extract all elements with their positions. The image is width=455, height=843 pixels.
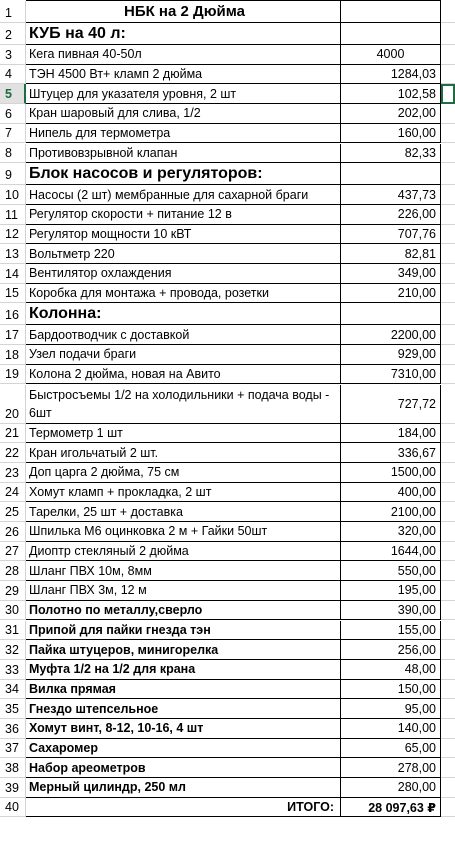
price-cell[interactable]: 929,00 [341, 345, 441, 365]
table-row[interactable] [0, 483, 455, 503]
item-cell[interactable]: Противовзрывной клапан [26, 144, 341, 164]
empty-cell[interactable] [441, 23, 455, 45]
empty-cell[interactable] [441, 719, 455, 739]
table-row[interactable] [0, 365, 455, 385]
empty-cell[interactable] [441, 522, 455, 542]
empty-cell[interactable] [441, 581, 455, 601]
row-number[interactable]: 10 [0, 185, 26, 205]
empty-cell[interactable] [441, 660, 455, 680]
row-number[interactable]: 17 [0, 325, 26, 345]
table-row[interactable] [0, 660, 455, 680]
empty-cell[interactable] [441, 144, 455, 164]
item-cell[interactable]: Мерный цилиндр, 250 мл [26, 778, 341, 798]
row-number[interactable]: 32 [0, 640, 26, 660]
table-row[interactable] [0, 45, 455, 65]
empty-cell[interactable] [441, 424, 455, 444]
price-cell[interactable]: 155,00 [341, 621, 441, 641]
empty-cell[interactable] [441, 365, 455, 385]
item-cell[interactable]: Набор ареометров [26, 758, 341, 778]
table-row[interactable] [0, 124, 455, 144]
empty-cell[interactable] [441, 443, 455, 463]
item-cell[interactable]: Бардоотводчик с доставкой [26, 325, 341, 345]
table-row[interactable] [0, 739, 455, 759]
row-number[interactable]: 9 [0, 163, 26, 185]
item-cell[interactable]: НБК на 2 Дюйма [26, 1, 341, 23]
table-row[interactable] [0, 104, 455, 124]
empty-cell[interactable] [441, 244, 455, 264]
empty-cell[interactable] [441, 104, 455, 124]
table-row[interactable] [0, 144, 455, 164]
row-number[interactable]: 12 [0, 225, 26, 245]
table-row[interactable] [0, 244, 455, 264]
table-row[interactable] [0, 84, 455, 104]
row-number[interactable]: 33 [0, 660, 26, 680]
item-cell[interactable]: Кега пивная 40-50л [26, 45, 341, 65]
empty-cell[interactable] [441, 65, 455, 85]
empty-cell[interactable] [441, 798, 455, 818]
item-cell[interactable]: Вольтметр 220 [26, 244, 341, 264]
empty-cell[interactable] [441, 483, 455, 503]
price-cell[interactable]: 256,00 [341, 640, 441, 660]
price-cell[interactable]: 95,00 [341, 699, 441, 719]
table-row[interactable] [0, 205, 455, 225]
table-row[interactable] [0, 758, 455, 778]
empty-cell[interactable] [441, 84, 455, 104]
empty-cell[interactable] [441, 621, 455, 641]
price-cell[interactable]: 390,00 [341, 601, 441, 621]
empty-cell[interactable] [441, 739, 455, 759]
price-cell[interactable]: 140,00 [341, 719, 441, 739]
row-number[interactable]: 29 [0, 581, 26, 601]
row-number[interactable]: 2 [0, 23, 26, 45]
empty-cell[interactable] [441, 284, 455, 304]
item-cell[interactable]: Насосы (2 шт) мембранные для сахарной браги [26, 185, 341, 205]
table-row[interactable] [0, 385, 455, 424]
empty-cell[interactable] [441, 385, 455, 424]
table-row[interactable] [0, 502, 455, 522]
table-row[interactable] [0, 65, 455, 85]
item-cell[interactable]: Блок насосов и регуляторов: [26, 163, 341, 185]
table-row[interactable] [0, 680, 455, 700]
empty-cell[interactable] [441, 699, 455, 719]
row-number[interactable]: 4 [0, 65, 26, 85]
table-row[interactable] [0, 325, 455, 345]
price-cell[interactable]: 160,00 [341, 124, 441, 144]
price-cell[interactable]: 278,00 [341, 758, 441, 778]
table-row[interactable] [0, 719, 455, 739]
item-cell[interactable]: Муфта 1/2 на 1/2 для крана [26, 660, 341, 680]
price-cell[interactable]: 2200,00 [341, 325, 441, 345]
row-number[interactable]: 14 [0, 264, 26, 284]
row-number[interactable]: 6 [0, 104, 26, 124]
price-cell[interactable] [341, 163, 441, 185]
table-row[interactable] [0, 581, 455, 601]
item-cell[interactable]: Штуцер для указателя уровня, 2 шт [26, 84, 341, 104]
table-row[interactable] [0, 542, 455, 562]
row-number[interactable]: 11 [0, 205, 26, 225]
table-row[interactable] [0, 778, 455, 798]
empty-cell[interactable] [441, 640, 455, 660]
item-cell[interactable]: Доп царга 2 дюйма, 75 см [26, 463, 341, 483]
item-cell[interactable]: Шланг ПВХ 3м, 12 м [26, 581, 341, 601]
row-number[interactable]: 21 [0, 424, 26, 444]
empty-cell[interactable] [441, 601, 455, 621]
row-number[interactable]: 23 [0, 463, 26, 483]
row-number[interactable]: 36 [0, 719, 26, 739]
item-cell[interactable]: Припой для пайки гнезда тэн [26, 621, 341, 641]
empty-cell[interactable] [441, 502, 455, 522]
price-cell[interactable]: 184,00 [341, 424, 441, 444]
item-cell[interactable]: Диоптр стекляный 2 дюйма [26, 542, 341, 562]
row-number[interactable]: 35 [0, 699, 26, 719]
item-cell[interactable]: Колонна: [26, 303, 341, 325]
row-number[interactable]: 3 [0, 45, 26, 65]
table-row[interactable] [0, 699, 455, 719]
table-row[interactable] [0, 561, 455, 581]
row-number[interactable]: 15 [0, 284, 26, 304]
row-number[interactable]: 18 [0, 345, 26, 365]
table-row[interactable] [0, 522, 455, 542]
item-cell[interactable]: Шпилька М6 оцинковка 2 м + Гайки 50шт [26, 522, 341, 542]
item-cell[interactable]: Пайка штуцеров, минигорелка [26, 640, 341, 660]
row-number[interactable]: 31 [0, 621, 26, 641]
price-cell[interactable]: 349,00 [341, 264, 441, 284]
price-cell[interactable]: 336,67 [341, 443, 441, 463]
row-number[interactable]: 30 [0, 601, 26, 621]
row-number[interactable]: 5 [0, 84, 26, 104]
table-row[interactable] [0, 23, 455, 45]
table-row[interactable] [0, 601, 455, 621]
table-row[interactable] [0, 345, 455, 365]
item-cell[interactable]: Узел подачи браги [26, 345, 341, 365]
empty-cell[interactable] [441, 264, 455, 284]
item-cell[interactable]: Тарелки, 25 шт + доставка [26, 502, 341, 522]
empty-cell[interactable] [441, 758, 455, 778]
row-number[interactable]: 28 [0, 561, 26, 581]
table-row[interactable] [0, 264, 455, 284]
price-cell[interactable] [341, 303, 441, 325]
row-number[interactable]: 22 [0, 443, 26, 463]
table-row[interactable] [0, 225, 455, 245]
row-number[interactable]: 27 [0, 542, 26, 562]
row-number[interactable]: 37 [0, 739, 26, 759]
price-cell[interactable]: 210,00 [341, 284, 441, 304]
empty-cell[interactable] [441, 778, 455, 798]
item-cell[interactable]: Регулятор скорости + питание 12 в [26, 205, 341, 225]
table-row[interactable] [0, 443, 455, 463]
price-cell[interactable]: 82,81 [341, 244, 441, 264]
item-cell[interactable]: Шланг ПВХ 10м, 8мм [26, 561, 341, 581]
price-cell[interactable]: 400,00 [341, 483, 441, 503]
row-number[interactable]: 13 [0, 244, 26, 264]
price-cell[interactable]: 2100,00 [341, 502, 441, 522]
empty-cell[interactable] [441, 542, 455, 562]
table-row[interactable] [0, 640, 455, 660]
empty-cell[interactable] [441, 225, 455, 245]
table-row[interactable] [0, 798, 455, 818]
price-cell[interactable]: 1500,00 [341, 463, 441, 483]
item-cell[interactable]: Гнездо штепсельное [26, 699, 341, 719]
row-number[interactable]: 24 [0, 483, 26, 503]
empty-cell[interactable] [441, 205, 455, 225]
price-cell[interactable]: 102,58 [341, 84, 441, 104]
price-cell[interactable]: 150,00 [341, 680, 441, 700]
empty-cell[interactable] [441, 303, 455, 325]
price-cell[interactable]: 195,00 [341, 581, 441, 601]
empty-cell[interactable] [441, 680, 455, 700]
row-number[interactable]: 34 [0, 680, 26, 700]
empty-cell[interactable] [441, 463, 455, 483]
row-number[interactable]: 39 [0, 778, 26, 798]
table-row[interactable] [0, 424, 455, 444]
item-cell[interactable]: Полотно по металлу,сверло [26, 601, 341, 621]
table-row[interactable] [0, 463, 455, 483]
row-number[interactable]: 20 [0, 385, 26, 424]
table-row[interactable] [0, 284, 455, 304]
price-cell[interactable]: 65,00 [341, 739, 441, 759]
price-cell[interactable]: 4000 [341, 45, 441, 65]
price-cell[interactable]: 82,33 [341, 144, 441, 164]
item-cell[interactable]: Хомут винт, 8-12, 10-16, 4 шт [26, 719, 341, 739]
price-cell[interactable]: 7310,00 [341, 365, 441, 385]
table-row[interactable] [0, 1, 455, 23]
price-cell[interactable] [341, 1, 441, 23]
item-cell[interactable]: ТЭН 4500 Вт+ кламп 2 дюйма [26, 65, 341, 85]
item-cell[interactable]: Кран шаровый для слива, 1/2 [26, 104, 341, 124]
item-cell[interactable]: Быстросъемы 1/2 на холодильники + подача воды - 6шт [26, 385, 341, 424]
table-row[interactable] [0, 303, 455, 325]
item-cell[interactable]: Коробка для монтажа + провода, розетки [26, 284, 341, 304]
item-cell[interactable]: Хомут кламп + прокладка, 2 шт [26, 483, 341, 503]
price-cell[interactable]: 1284,03 [341, 65, 441, 85]
row-number[interactable]: 26 [0, 522, 26, 542]
row-number[interactable]: 1 [0, 1, 26, 23]
price-cell[interactable]: 550,00 [341, 561, 441, 581]
item-cell[interactable]: Сахаромер [26, 739, 341, 759]
item-cell[interactable]: Вентилятор охлаждения [26, 264, 341, 284]
price-cell[interactable]: 28 097,63 ₽ [341, 798, 441, 818]
item-cell[interactable]: Колона 2 дюйма, новая на Авито [26, 365, 341, 385]
table-row[interactable] [0, 185, 455, 205]
price-cell[interactable]: 320,00 [341, 522, 441, 542]
price-cell[interactable]: 1644,00 [341, 542, 441, 562]
price-cell[interactable]: 202,00 [341, 104, 441, 124]
price-cell[interactable]: 280,00 [341, 778, 441, 798]
row-number[interactable]: 38 [0, 758, 26, 778]
item-cell[interactable]: Нипель для термометра [26, 124, 341, 144]
item-cell[interactable]: Термометр 1 шт [26, 424, 341, 444]
row-number[interactable]: 40 [0, 798, 26, 818]
row-number[interactable]: 7 [0, 124, 26, 144]
empty-cell[interactable] [441, 325, 455, 345]
item-cell[interactable]: Регулятор мощности 10 кВТ [26, 225, 341, 245]
item-cell[interactable]: Кран игольчатый 2 шт. [26, 443, 341, 463]
empty-cell[interactable] [441, 1, 455, 23]
price-cell[interactable] [341, 23, 441, 45]
row-number[interactable]: 19 [0, 365, 26, 385]
price-cell[interactable]: 437,73 [341, 185, 441, 205]
price-cell[interactable]: 226,00 [341, 205, 441, 225]
price-cell[interactable]: 707,76 [341, 225, 441, 245]
empty-cell[interactable] [441, 163, 455, 185]
empty-cell[interactable] [441, 185, 455, 205]
item-cell[interactable]: ИТОГО: [26, 798, 341, 818]
table-row[interactable] [0, 621, 455, 641]
empty-cell[interactable] [441, 124, 455, 144]
row-number[interactable]: 8 [0, 144, 26, 164]
item-cell[interactable]: КУБ на 40 л: [26, 23, 341, 45]
price-cell[interactable]: 48,00 [341, 660, 441, 680]
price-cell[interactable]: 727,72 [341, 385, 441, 424]
empty-cell[interactable] [441, 561, 455, 581]
empty-cell[interactable] [441, 345, 455, 365]
row-number[interactable]: 16 [0, 303, 26, 325]
empty-cell[interactable] [441, 45, 455, 65]
row-number[interactable]: 25 [0, 502, 26, 522]
item-cell[interactable]: Вилка прямая [26, 680, 341, 700]
table-row[interactable] [0, 163, 455, 185]
